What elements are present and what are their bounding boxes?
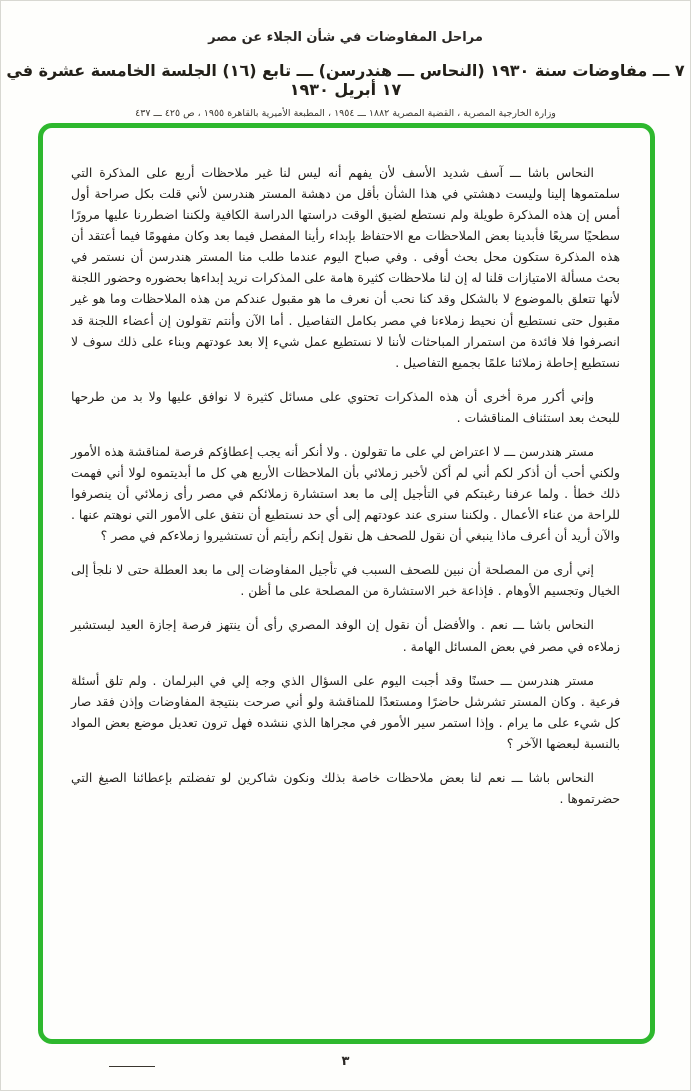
source-citation: وزارة الخارجية المصرية ، القضية المصرية ١٨٨٢ ـــ ١٩٥٤ ، المطبعة الأميرية بالقاهرة ١٩٥٥ ، ص ٤٢٥ ـــ ٤٣٧ [135,108,556,119]
document-title: مراحل المفاوضات في شأن الجلاء عن مصر [208,30,483,45]
paragraph-henderson-1: مستر هندرسن ـــ لا اعتراض لي على ما تقولون . ولا أنكر أنه يجب إعطاؤكم فرصة لمناقشة هذه الأمور ولكني أحب أن أذكر لكم أني لم أكن لأخبر زملائي بأن الملاحظات الأربع هي كل ما أبديتموه لولا أني فهمت ذلك خطأ . ولما عرفنا رغبتكم في التأجيل إلى ما بعد استشارة زملائكم في مصر رأى زملائي أن ينصرفوا للراحة من عناء الأعمال . ولكننا سنرى عند عودتهم إلى أي حد نستطيع أن نتفق على الأمور التي نوهتم عنها . والآن أريد أن أعرف ماذا ينبغي أن نقول للصحف هل نقول إنكم رأيتم أن تستشيروا زملاءكم في مصر ؟ [71,443,620,544]
page-number: ٣ [341,1054,350,1069]
paragraph-nahhas-4: النحاس باشا ـــ نعم لنا بعض ملاحظات خاصة بذلك ونكون شاكرين لو تفضلتم بإعطائنا الصيغ التي حضرتموها . [71,769,620,807]
body-text [71,162,620,809]
highlight-box [38,123,655,1044]
paragraph-henderson-2: إني أرى من المصلحة أن نبين للصحف السبب في تأجيل المفاوضات إلى ما بعد العطلة حتى لا نلجأ إلى الخيال وتجسيم الأوهام . فإذاعة خبر الاستشارة من المصلحة على ما أظن . [71,562,620,599]
page-header [0,0,691,119]
session-heading: ٧ ـــ مفاوضات سنة ١٩٣٠ (النحاس ـــ هندرسن) ـــ تابع (١٦) الجلسة الخامسة عشرة في ١٧ أبريل ١٩٣٠ [6,61,685,99]
paragraph-nahhas-2: وإني أكرر مرة أخرى أن هذه المذكرات تحتوي على مسائل كثيرة لا نوافق عليها ولا بد من طرحها للبحث بعد استئناف المناقشات . [71,388,620,425]
paragraph-nahhas-3: النحاس باشا ـــ نعم . والأفضل أن نقول إن الوفد المصري رأى أن ينتهز فرصة إجازة العيد ليستشير زملاءه في مصر في بعض المسائل الهامة . [71,617,620,654]
paragraph-nahhas-1: النحاس باشا ـــ آسف شديد الأسف لأن يفهم أنه ليس لنا غير ملاحظات أربع على المذكرة التي سلمتموها إلينا وليست دهشتي في هذا الشأن بأقل من دهشة المستر هندرسن لأني قلت بكل صراحة أول أمس إن هذه المذكرة طويلة ولم نستطع لضيق الوقت دراستها الدراسة الكافية ولكننا اضطررنا عليها مرورًا سطحيًا سريعًا فأبدينا بعض الملاحظات مع الاحتفاظ بإبداء رأينا المفصل فيما بعد وكان مفهومًا فيما أعتقد أن هذه المذكرة ستكون محل بحث أوفى . وفي صباح اليوم عندما طلب منا المستر هندرسن أن نستمر في بحث مسألة الامتيازات قلنا له إن لنا ملاحظات كثيرة هامة على المذكرات نريد إبداءها بحضوره وحضور اللجنة لأنها تتعلق بالموضوع لا بالشكل وقد كنا نحب أن نعرف ما هو مقبول عندكم من هذه الملاحظات وما هو غير مقبول حتى نستطيع أن نحيط زملاءنا في مصر بكامل التفاصيل . أما الآن وأنتم تقولون إن أعضاء اللجنة قد انصرفوا فلا فائدة من استمرار المباحثات لأننا لا نستطيع عمل شيء إلا بعد عودتهم وبناء على ذلك سوف لا نستطيع إحاطة زملائنا علمًا بجميع التفاصيل . [71,165,620,370]
paragraph-henderson-3: مستر هندرسن ـــ حسنًا وقد أجبت اليوم على السؤال الذي وجه إلي في البرلمان . ولم تلق أسئلة فرعية . وكان المستر تشرشل حاضرًا ومستعدًا للمناقشة ولو أني صرحت بنتيجة المفاوضات وإذن فقد صار كل شيء على ما يرام . وإذا استمر سير الأمور في مجراها الذي ننشده فهل ترون تعديل موضع بعض المواد بالنسبة لبعضها الآخر ؟ [71,672,620,751]
